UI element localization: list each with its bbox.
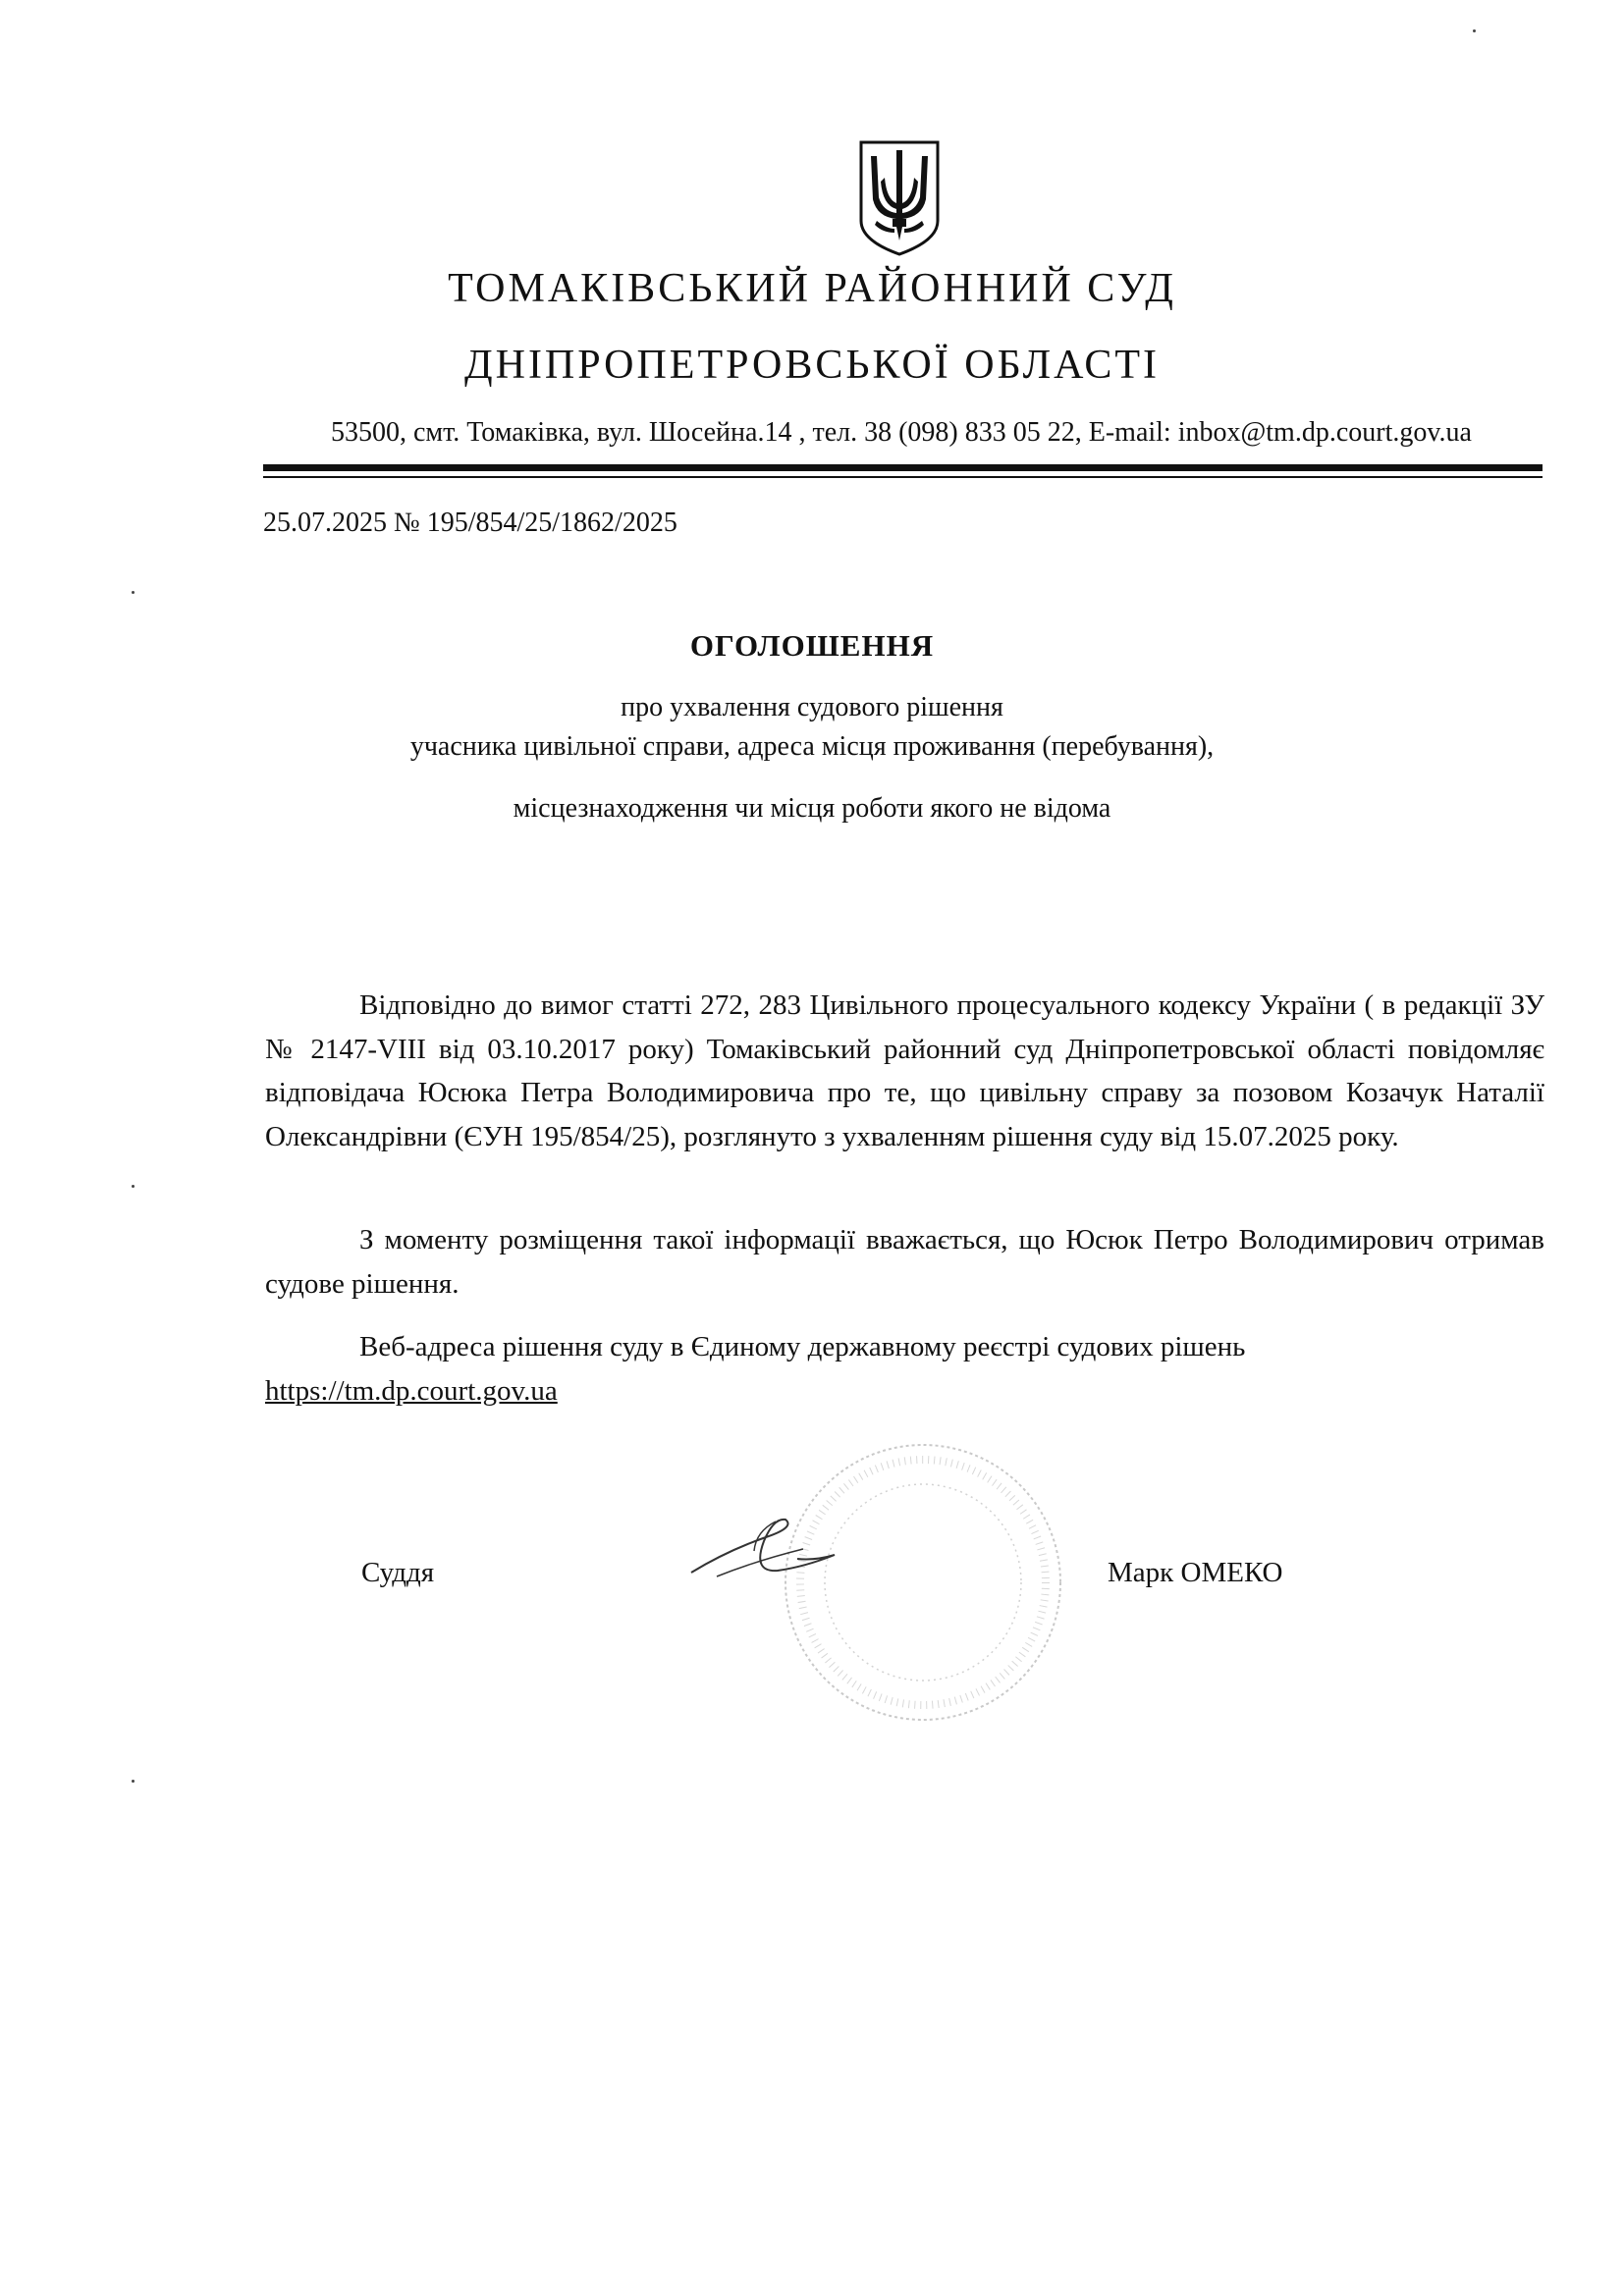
court-name-line1: ТОМАКІВСЬКИЙ РАЙОННИЙ СУД	[448, 266, 1176, 311]
court-address: 53500, смт. Томаківка, вул. Шосейна.14 , тел. 38 (098) 833 05 22, E-mail: inbox@tm.dp.court.gov.ua	[331, 417, 1472, 448]
scan-speck	[132, 1185, 135, 1188]
body-paragraph-3	[265, 1325, 1544, 1413]
announcement-title: ОГОЛОШЕННЯ	[689, 628, 935, 663]
scan-speck	[1473, 29, 1476, 32]
court-name-line2: ДНІПРОПЕТРОВСЬКОЇ ОБЛАСТІ	[463, 343, 1161, 388]
registry-link[interactable]: https://tm.dp.court.gov.ua	[265, 1374, 558, 1407]
handwritten-signature	[687, 1502, 844, 1590]
body-paragraph-2	[265, 1218, 1544, 1306]
coat-of-arms-icon	[857, 138, 942, 258]
scan-speck	[132, 591, 135, 594]
announcement-subtitle-1: про ухвалення судового рішення	[621, 692, 1003, 722]
body-paragraph-1	[265, 984, 1544, 1158]
paragraph-1-text: Відповідно до вимог статті 272, 283 Цивільного процесуального кодексу України ( в редакції ЗУ № 2147-VIII від 03.10.2017 року) Томаківський районний суд Дніпропетровської області повідомляє відповідача Юсюка Петра Володимировича про те, що цивільну справу за позовом Козачук Наталії Олександрівни (ЄУН 195/854/25), розглянуто з ухваленням рішення суду від 15.07.2025 року.	[265, 989, 1544, 1152]
announcement-subtitle-3: місцезнаходження чи місця роботи якого не відома	[513, 793, 1111, 824]
header-divider-thick	[263, 464, 1543, 471]
announcement-subtitle-2: учасника цивільної справи, адреса місця проживання (перебування),	[409, 731, 1215, 762]
judge-title: Суддя	[361, 1557, 435, 1588]
scan-speck	[132, 1780, 135, 1783]
header-divider-thin	[263, 476, 1543, 478]
paragraph-3-text: Веб-адреса рішення суду в Єдиному державному реєстрі судових рішень	[359, 1331, 1246, 1362]
document-reference: 25.07.2025 № 195/854/25/1862/2025	[263, 507, 677, 538]
paragraph-2-text: З моменту розміщення такої інформації вважається, що Юсюк Петро Володимирович отримав судове рішення.	[265, 1224, 1544, 1300]
judge-name: Марк ОМЕКО	[1108, 1557, 1283, 1588]
